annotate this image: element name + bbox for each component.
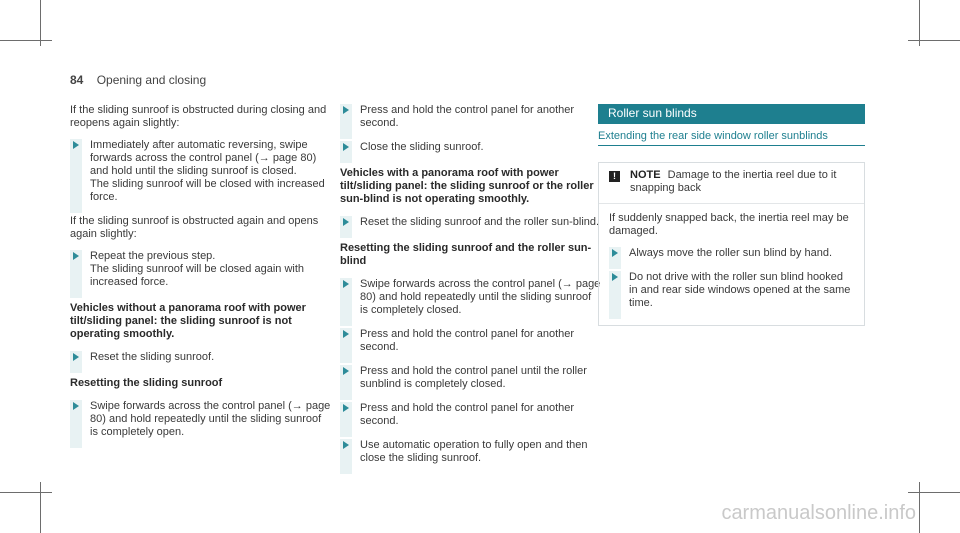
arrow-icon [343,367,349,375]
arrow-icon [343,280,349,288]
column-1 [70,104,332,450]
list-item [340,216,602,238]
step-text: Press and hold the control panel for another second. [360,328,575,353]
column-3 [598,104,865,326]
paragraph: If suddenly snapped back, the inertia reel may be damaged. [609,212,849,237]
step-result: The sliding sunroof will be closed with increased force. [90,178,325,203]
list-item [340,278,602,326]
arrow-icon [343,330,349,338]
step-text: Repeat the previous step. [90,250,216,262]
column-2 [340,104,602,476]
step-text: Immediately after automatic reversing, swipe forwards across the control panel [90,139,308,164]
crop-mark [908,40,960,41]
subheading: Resetting the sliding sunroof and the roller sun-blind [340,242,592,267]
list-item [340,365,602,400]
list-item [340,104,602,139]
subheading: Vehicles with a panorama roof with power tilt/sliding panel: the sliding sunroof or the roller sun-blind is not operating smoothly. [340,167,594,205]
arrow-icon [73,141,79,149]
arrow-icon [73,252,79,260]
list-item [609,247,854,269]
step-text: Press and hold the control panel for another second. [360,104,575,129]
subheading: Resetting the sliding sunroof [70,377,223,389]
step-text: (→ page 80) and hold repeatedly until the sliding sunroof is completely open. [90,400,331,438]
list-item [340,328,602,363]
step-text: (→ page 80) and hold repeatedly until the sliding sunroof is completely closed. [360,278,601,316]
crop-mark [908,492,960,493]
list-item [340,141,602,163]
arrow-icon [343,404,349,412]
list-item [70,250,332,298]
list-item [340,402,602,437]
arrow-icon [343,106,349,114]
step-text: Use automatic operation to fully open and then close the sliding sunroof. [360,439,588,464]
note-text: Damage to the inertia reel due to it snapping back [630,169,837,194]
arrow-icon [612,273,618,281]
paragraph: If the sliding sunroof is obstructed during closing and reopens again slightly: [70,104,327,129]
topic-heading: Extending the rear side window roller sunblinds [598,130,865,146]
crop-mark [40,482,41,533]
watermark: carmanualsonline.info [721,502,916,524]
list-item [70,139,332,213]
arrow-icon [612,249,618,257]
step-text: Swipe forwards across the control panel [360,278,556,290]
list-item [70,351,332,373]
note-box [598,162,865,326]
note-title: NOTE [630,169,661,181]
step-result: The sliding sunroof will be closed again with increased force. [90,263,305,288]
section-banner: Roller sun blinds [598,104,865,124]
step-text: Press and hold the control panel for another second. [360,402,575,427]
arrow-icon [343,218,349,226]
subheading: Vehicles without a panorama roof with power tilt/sliding panel: the sliding sunroof is not operating smoothly. [70,302,306,340]
arrow-icon [73,402,79,410]
arrow-icon [343,143,349,151]
step-text: Swipe forwards across the control panel [90,400,286,412]
step-text: Do not drive with the roller sun blind hooked in and rear side windows opened at the same time. [629,271,851,309]
arrow-icon [73,353,79,361]
step-text: Reset the sliding sunroof and the roller sun-blind. [360,216,600,228]
step-text: Close the sliding sunroof. [360,141,484,153]
step-text: Always move the roller sun blind by hand. [629,247,832,259]
page-header [70,73,206,87]
page-number: 84 [70,73,84,87]
list-item [609,271,854,319]
note-body [599,204,864,325]
step-text: Reset the sliding sunroof. [90,351,215,363]
paragraph: If the sliding sunroof is obstructed again and opens again slightly: [70,215,319,240]
crop-mark [0,40,52,41]
step-text: (→ page 80) and hold until the sliding sunroof is closed. [90,152,317,177]
note-header [599,163,864,204]
list-item [340,439,602,474]
step-text: Press and hold the control panel until the roller sunblind is completely closed. [360,365,587,390]
crop-mark [919,482,920,533]
crop-mark [0,492,52,493]
list-item [70,400,332,448]
arrow-icon [343,441,349,449]
section-title: Opening and closing [96,73,207,87]
warning-icon: ! [609,171,620,182]
